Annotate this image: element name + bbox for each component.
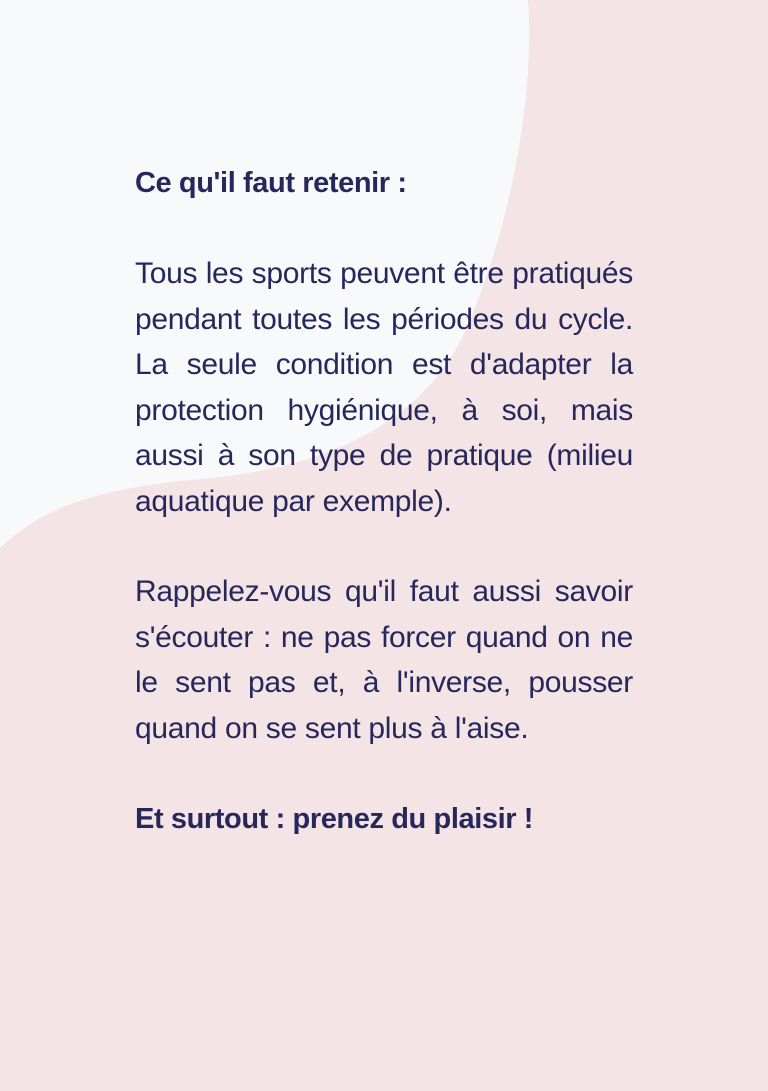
closing-statement: Et surtout : prenez du plaisir ! [135,803,534,835]
paragraph-sports-cycle: Tous les sports peuvent être pratiqués pendant toutes les périodes du cycle. La seule condition est d'adapter la protection hygiénique, à soi, mais aussi à son type de pratique (milieu aquatique par exemple). [135,257,633,518]
section-heading: Ce qu'il faut retenir : [135,167,407,199]
document-body [135,160,633,842]
paragraph-listen-yourself: Rappelez-vous qu'il faut aussi savoir s'écouter : ne pas forcer quand on ne le sent pas et, à l'inverse, pousser quand on se sent plus à l'aise. [135,575,633,745]
